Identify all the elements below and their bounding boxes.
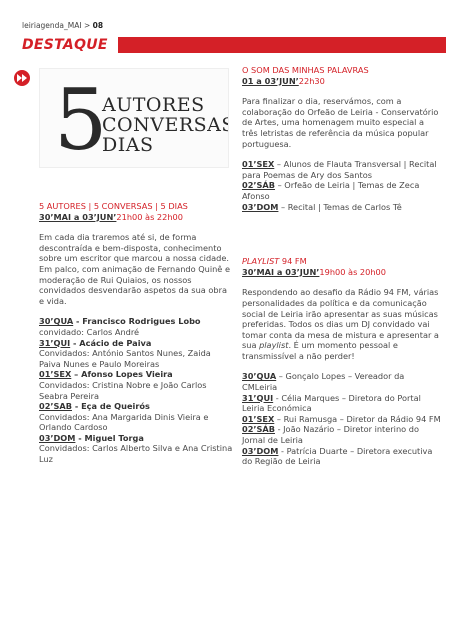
program-item: 01’SEX – Alunos de Flauta Transversal | Recital para Poemas de Ary dos Santos (242, 159, 437, 180)
event-description: Respondendo ao desafio da Rádio 94 FM, várias personalidades da política e da comunicação social de Leiria irão apresentar as suas músicas preferidas. Todos os dias um DJ convidado vai tomar conta da mesa de mistura e apresentar a sua playlist. É um momento pessoal e transmissível a não perder! (242, 287, 439, 361)
poster-line-2: CONVERSAS (102, 114, 228, 136)
event-description: Para finalizar o dia, reservámos, com a colaboração do Orfeão de Leiria - Conservatório de Artes, uma homenagem muito especial a três letristas de referência da música popular portuguesa. (242, 96, 439, 149)
event-poster (39, 68, 229, 168)
schedule-day: 02’SAB - Eça de Queirós (39, 401, 150, 412)
event-title: 5 AUTORES | 5 CONVERSAS | 5 DIAS (39, 201, 188, 211)
program-item: 03’DOM - Patrícia Duarte – Diretora executiva do Região de Leiria (242, 445, 433, 467)
event-description-2: Em palco, com animação de Fernando Quinê e moderação de Rui Quiaios, os nossos convidados desvendarão aspetos da sua obra e vida. (39, 263, 230, 306)
poster-line-1: AUTORES (102, 94, 205, 116)
page-number: 08 (92, 21, 104, 30)
schedule-guests: convidado: Carlos André (39, 326, 140, 337)
schedule-day: 30’QUA - Francisco Rodrigues Lobo (39, 316, 201, 327)
page-header (22, 21, 103, 30)
program-item: 02’SÁB - João Nazário – Diretor interino do Jornal de Leiria (242, 424, 419, 446)
poster-number: 5 (54, 71, 108, 167)
section-red-bar (118, 37, 446, 53)
schedule-guests: Convidados: Ana Margarida Dinis Vieira e Orlando Cardoso (39, 411, 209, 433)
schedule-day: 31’QUI - Acácio de Paiva (39, 337, 152, 348)
event-title: O SOM DAS MINHAS PALAVRAS (242, 65, 369, 75)
event-date: 01 a 03’JUN’22h30 (242, 75, 325, 86)
right-column (242, 65, 442, 467)
poster-line-3: DIAS (102, 134, 154, 156)
fast-forward-icon (14, 70, 30, 86)
schedule-guests: Convidados: Cristina Nobre e João Carlos Seabra Pereira (39, 379, 207, 401)
event-title: PLAYLIST 94 FM (242, 256, 307, 267)
program-item: 31’QUI - Célia Marques – Diretora do Portal Leiria Económica (242, 392, 421, 414)
schedule-day: 03’DOM - Miguel Torga (39, 432, 144, 443)
schedule-day: 01’SEX – Afonso Lopes Vieira (39, 369, 173, 380)
program-item: 01’SEX – Rui Ramusga – Diretor da Rádio 94 FM (242, 413, 441, 424)
section-header (22, 36, 446, 54)
event-date: 30’MAI a 03’JUN’21h00 às 22h00 (39, 211, 183, 222)
event-date: 30’MAI a 03’JUN’19h00 às 20h00 (242, 266, 386, 277)
publication-name: leiriagenda_MAI > (22, 21, 93, 30)
event-description: Em cada dia traremos até si, de forma descontraída e bem-disposta, conhecimento sobre um escritor que marcou a nossa cidade. (39, 232, 230, 264)
program-item: 02’SÁB – Orfeão de Leiria | Temas de Zeca Afonso (242, 180, 420, 201)
schedule-list (39, 316, 234, 464)
section-title: DESTAQUE (22, 37, 108, 53)
program-item: 03’DOM – Recital | Temas de Carlos Tê (242, 201, 402, 212)
program-item: 30’QUA – Gonçalo Lopes – Vereador da CMLeiria (242, 371, 405, 393)
schedule-guests: Convidados: António Santos Nunes, Zaida Paiva Nunes e Paulo Moreiras (39, 348, 211, 369)
schedule-guests: Convidados: Carlos Alberto Silva e Ana Cristina Luz (39, 443, 233, 465)
left-column (39, 201, 234, 465)
